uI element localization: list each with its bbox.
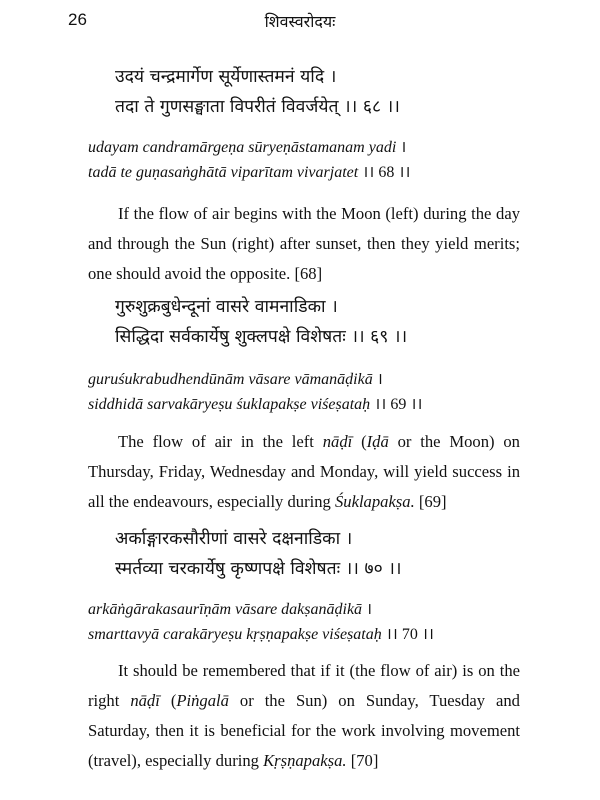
sanskrit-line: स्मर्तव्या चरकार्येषु कृष्णपक्षे विशेषतः ।। ७० ।। [115,559,402,579]
translation-paragraph: If the flow of air begins with the Moon (left) during the day and through the Sun (right) after sunset, then they yield merits; one should avoid the opposite. [68] [88,204,520,283]
transliteration-verse-70 [88,597,434,647]
transliteration-text: udayam candramārgeṇa sūryeṇāstamanam yadi [88,139,397,156]
translation-paragraph: The flow of air in the left nāḍī (Iḍā or the Moon) on Thursday, Friday, Wednesday and Monday, will yield success in all the endeavours, especially during Śuklapakṣa. [69] [88,432,520,511]
running-head: शिवस्वरोदयः [264,12,336,31]
transliteration-line [88,160,410,185]
verse-marker: ।। 70 ।। [385,626,434,643]
sanskrit-line: गुरुशुक्रबुधेन्दूनां वासरे वामनाडिका । [115,297,338,317]
verse-marker: । [366,601,373,618]
transliteration-text: arkāṅgārakasaurīṇām vāsare dakṣanāḍikā [88,601,363,618]
sanskrit-line: तदा ते गुणसङ्घाता विपरीतं विवर्जयेत् ।। ६८ ।। [115,97,400,117]
transliteration-line [88,135,410,160]
transliteration-line [88,597,434,622]
sanskrit-line: उदयं चन्द्रमार्गेण सूर्येणास्तमनं यदि । [115,67,337,87]
verse-marker: ।। 69 ।। [374,396,423,413]
translation-68 [88,199,520,289]
page-number: 26 [68,10,87,29]
transliteration-text: tadā te guṇasaṅghātā viparītam vivarjatet [88,164,359,181]
sanskrit-verse-68 [115,62,400,122]
translation-69 [88,427,520,517]
translation-paragraph: It should be remembered that if it (the flow of air) is on the right nāḍī (Piṅgalā or the Sun) on Sunday, Tuesday and Saturday, then it is beneficial for the work involving movement (travel), especially during Kṛṣṇapakṣa. [70] [88,661,520,770]
transliteration-verse-69 [88,367,422,417]
verse-marker: । [376,371,383,388]
sanskrit-line: अर्काङ्गारकसौरीणां वासरे दक्षनाडिका । [115,529,353,549]
sanskrit-verse-69 [115,292,407,352]
sanskrit-line: सिद्धिदा सर्वकार्येषु शुक्लपक्षे विशेषतः ।। ६९ ।। [115,327,408,347]
transliteration-line [88,392,422,417]
verse-marker: । [400,139,407,156]
transliteration-text: guruśukrabudhendūnām vāsare vāmanāḍikā [88,371,373,388]
verse-marker: ।। 68 ।। [362,164,411,181]
transliteration-text: smarttavyā carakāryeṣu kṛṣṇapakṣe viśeṣataḥ [88,626,382,643]
transliteration-line [88,622,434,647]
sanskrit-verse-70 [115,524,402,584]
transliteration-line [88,367,422,392]
transliteration-text: siddhidā sarvakāryeṣu śuklapakṣe viśeṣataḥ [88,396,371,413]
transliteration-verse-68 [88,135,410,185]
translation-70 [88,656,520,776]
